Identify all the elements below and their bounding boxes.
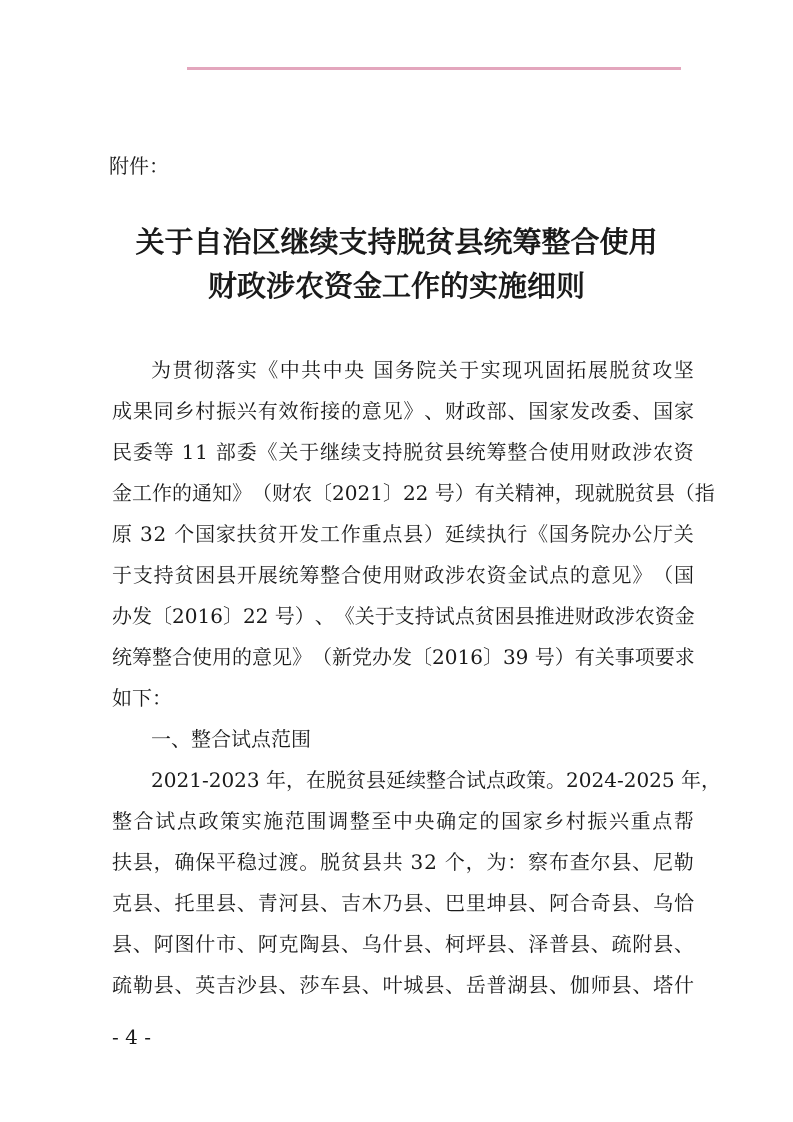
paragraph-2-line: 2 0 2 1 - 2 0 2 3 年 ， 在 脱 贫 县 延 续 整 合 试 点 政 策 。 2 0 2 4 - 2 0 2 5 年 ， <box>151 768 721 792</box>
paragraph-2-line: 扶 县 ， 确 保 平 稳 过 渡 。 脱 贫 县 共 3 2 个 ， 为 ： 察 布 查 尔 县 、 尼 勒 <box>112 850 694 874</box>
paragraph-1-line: 原 3 2 个 国 家 扶 贫 开 发 工 作 重 点 县 ） 延 续 执 行 《 国 务 院 办 公 厅 关 <box>112 522 694 546</box>
attachment-label: 附件： <box>109 154 169 178</box>
paragraph-2-line: 克 县 、 托 里 县 、 青 河 县 、 吉 木 乃 县 、 巴 里 坤 县 、 阿 合 奇 县 、 乌 恰 <box>112 891 694 915</box>
document-title-line-1: 关于自治区继续支持脱贫县统筹整合使用 <box>135 225 658 259</box>
paragraph-1-line: 统 筹 整 合 使 用 的 意 见 》 （ 新 党 办 发 〔 2 0 1 6 〕 3 9 号 ） 有 关 事 项 要 求 <box>112 645 695 669</box>
paragraph-2-line: 疏 勒 县 、 英 吉 沙 县 、 莎 车 县 、 叶 城 县 、 岳 普 湖 县 、 伽 师 县 、 塔 什 <box>112 973 694 997</box>
paragraph-1-line: 办 发 〔 2 0 1 6 〕 2 2 号 ） 、 《 关 于 支 持 试 点 贫 困 县 推 进 财 政 涉 农 资 金 <box>112 604 695 628</box>
document-title-line-2: 财政涉农资金工作的实施细则 <box>207 269 585 303</box>
paragraph-2-line: 县 、 阿 图 什 市 、 阿 克 陶 县 、 乌 什 县 、 柯 坪 县 、 泽 普 县 、 疏 附 县 、 <box>112 932 694 956</box>
paragraph-1-line: 金 工 作 的 通 知 》 （ 财 农 〔 2 0 2 1 〕 2 2 号 ） 有 关 精 神 ， 现 就 脱 贫 县 （ 指 <box>112 481 715 505</box>
header-rule <box>187 67 681 70</box>
paragraph-1-line: 成 果 同 乡 村 振 兴 有 效 衔 接 的 意 见 》 、 财 政 部 、 国 家 发 改 委 、 国 家 <box>112 399 694 423</box>
page-number: - 4 - <box>112 1025 151 1049</box>
paragraph-1-line: 于 支 持 贫 困 县 开 展 统 筹 整 合 使 用 财 政 涉 农 资 金 试 点 的 意 见 》 （ 国 <box>112 563 694 587</box>
section-1-heading: 一、整合试点范围 <box>151 727 311 751</box>
paragraph-1-line: 为 贯 彻 落 实 《 中 共 中 央 国 务 院 关 于 实 现 巩 固 拓 展 脱 贫 攻 坚 <box>151 358 694 382</box>
paragraph-1-line: 如下： <box>112 686 172 710</box>
paragraph-2-line: 整 合 试 点 政 策 实 施 范 围 调 整 至 中 央 确 定 的 国 家 乡 村 振 兴 重 点 帮 <box>112 809 694 833</box>
paragraph-1-line: 民 委 等 1 1 部 委 《 关 于 继 续 支 持 脱 贫 县 统 筹 整 合 使 用 财 政 涉 农 资 <box>112 440 694 464</box>
